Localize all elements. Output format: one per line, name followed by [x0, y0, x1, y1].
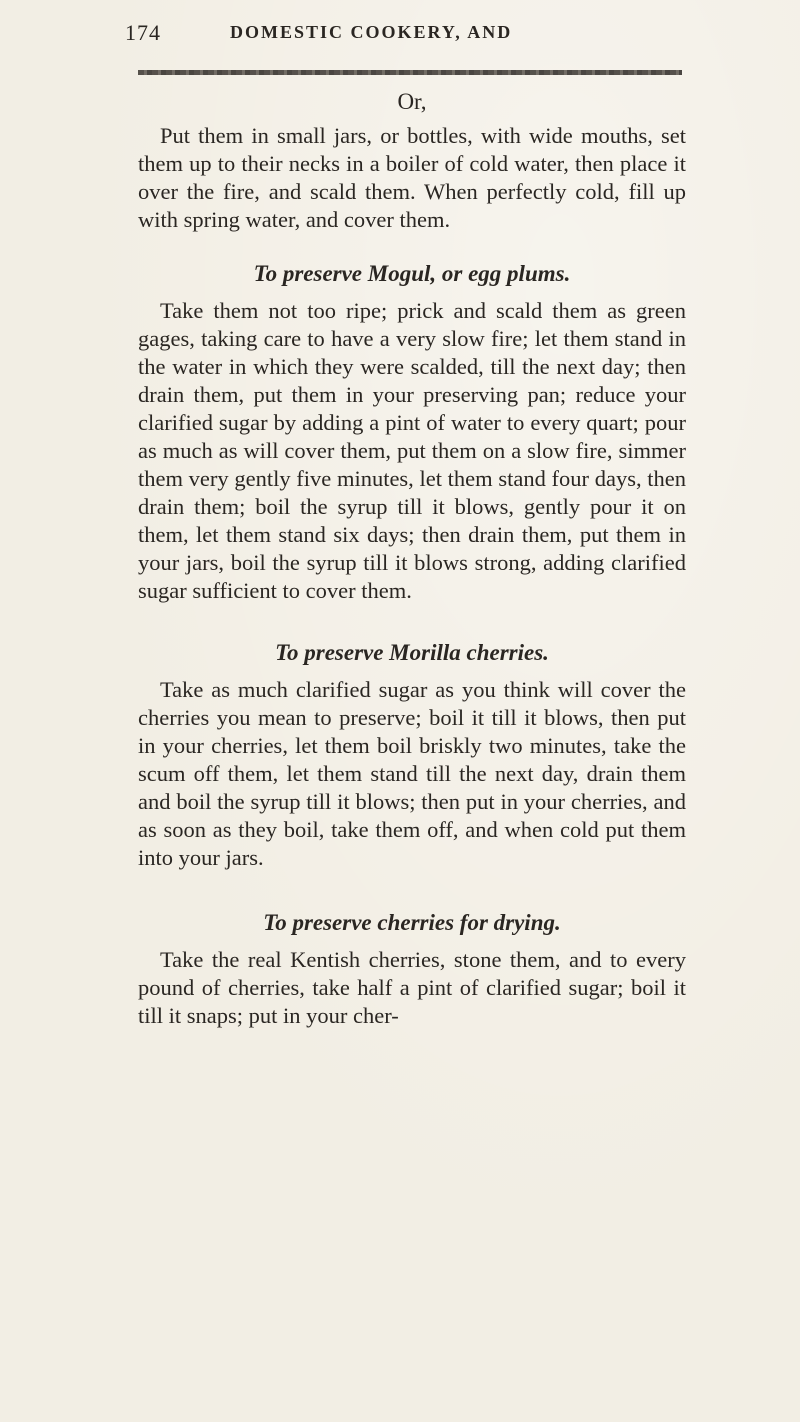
paragraph-mogul: Take them not too ripe; prick and scald them as green gages, taking care to have a very slow fire; let them stand in the water in which they were scalded, till the next day; then drain them, put them in your preserving pan; reduce your clarified sugar by adding a pint of water to every quart; pour as much as will cover them, put them on a slow fire, simmer them very gently five minutes, let them stand four days, then drain them; boil the syrup till it blows, gently pour it on them, let them stand six days; then drain them, put them in your jars, boil the syrup till it blows strong, adding clarified sugar sufficient to cover them. [138, 298, 686, 603]
header-rule [138, 70, 682, 75]
running-head: DOMESTIC COOKERY, AND [230, 22, 513, 42]
page-header [125, 20, 685, 60]
page-number: 174 [125, 20, 161, 45]
or-label: Or, [397, 89, 427, 114]
paragraph-drying: Take the real Kentish cherries, stone them, and to every pound of cherries, take half a pint of clarified sugar; boil it till it snaps; put in your cher- [138, 947, 686, 1028]
paragraph-morilla: Take as much clarified sugar as you think will cover the cherries you mean to preserve; boil it till it blows, then put in your cherries, let them boil briskly two minutes, take the scum off them, let them stand till the next day, drain them and boil the syrup till it blows; then put in your cherries, and as soon as they boil, take them off, and when cold put them into your jars. [138, 677, 686, 870]
section-title-morilla: To preserve Morilla cherries. [275, 640, 549, 665]
page-content [138, 88, 686, 1030]
paragraph-bottles: Put them in small jars, or bottles, with wide mouths, set them up to their necks in a boiler of cold water, then place it over the fire, and scald them. When perfectly cold, fill up with spring water, and cover them. [138, 123, 686, 232]
section-title-mogul: To preserve Mogul, or egg plums. [253, 261, 571, 286]
section-title-drying: To preserve cherries for drying. [263, 910, 561, 935]
